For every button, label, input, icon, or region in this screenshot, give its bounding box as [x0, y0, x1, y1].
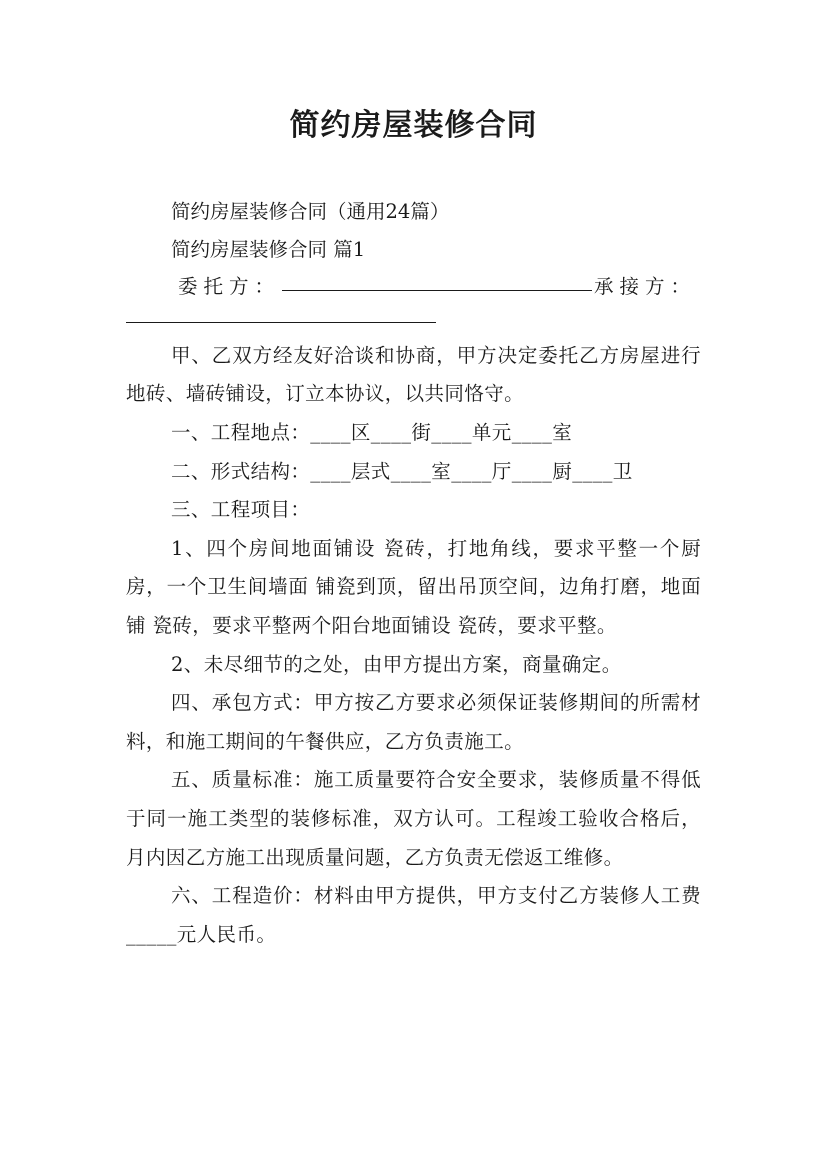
paragraph: 二、形式结构：____层式____室____厅____厨____卫: [171, 459, 633, 483]
party-line: [126, 268, 701, 306]
paragraph: 六、工程造价：材料由甲方提供，甲方支付乙方装修人工费_____元人民币。: [126, 884, 701, 946]
client-blank: [282, 268, 592, 291]
paragraph: 1、四个房间地面铺设 瓷砖，打地角线，要求平整一个厨房，一个卫生间墙面 铺瓷到顶，留出吊顶空间，边角打磨，地面铺 瓷砖，要求平整两个阳台地面铺设 瓷砖，要求平整。: [126, 536, 701, 637]
document-body: [126, 193, 701, 954]
paragraph: 三、工程项目：: [171, 498, 311, 522]
client-label: 委托方：: [178, 275, 281, 299]
heading-line: 简约房屋装修合同（通用24篇）: [171, 200, 450, 223]
paragraph: 一、工程地点：____区____街____单元____室: [171, 420, 573, 444]
contractor-blank: [126, 306, 436, 323]
document-title: 简约房屋装修合同: [289, 108, 538, 143]
paragraph: 四、承包方式：甲方按乙方要求必须保证装修期间的所需材料，和施工期间的午餐供应，乙方负责施工。: [126, 691, 701, 753]
paragraph: 五、质量标准：施工质量要符合安全要求，装修质量不得低于同一施工类型的装修标准，双方认可。工程竣工验收合格后， 月内因乙方施工出现质量问题，乙方负责无偿返工维修。: [126, 768, 701, 869]
section-heading: 简约房屋装修合同 篇1: [171, 237, 366, 261]
paragraph: 2、未尽细节的之处，由甲方提出方案，商量确定。: [171, 652, 622, 676]
paragraph: 甲、乙双方经友好洽谈和协商，甲方决定委托乙方房屋进行地砖、墙砖铺设，订立本协议，以共同恪守。: [126, 343, 701, 406]
contractor-label: 承接方：: [594, 275, 697, 299]
